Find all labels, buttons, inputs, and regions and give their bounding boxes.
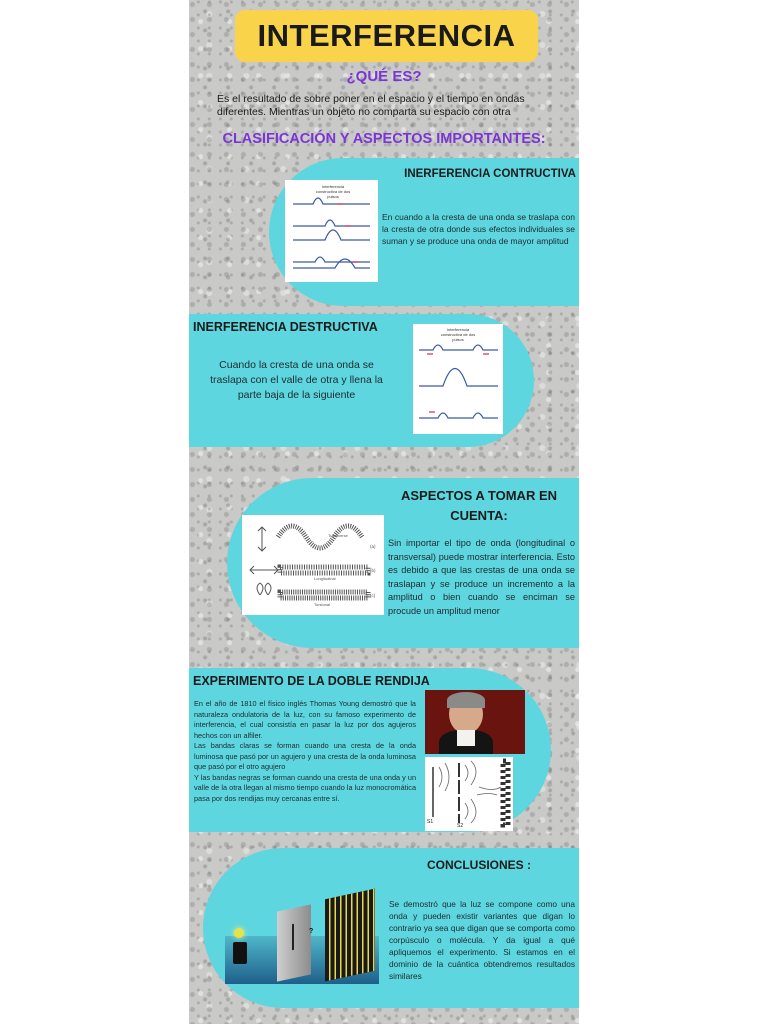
constructive-waves-diagram xyxy=(285,190,378,280)
label-b: (b) xyxy=(370,568,376,573)
conclusions-text: Se demostró que la luz se compone como una onda y pueden existir variantes que digan lo contrario ya sea que digan que se comporta como corpúsculo o molécula. Y da igual a qué apliquemos el experimento. Si estamos en el dominio de la cuántica obtendremos resultados similares xyxy=(389,899,575,981)
conclusions-heading: CONCLUSIONES : xyxy=(426,858,531,872)
wave-types-diagram xyxy=(242,515,384,615)
destructive-heading: INERFERENCIA DESTRUCTIVA xyxy=(193,320,378,334)
experiment-heading: EXPERIMENTO DE LA DOBLE RENDIJA xyxy=(193,674,430,688)
classification-heading: CLASIFICACIÓN Y ASPECTOS IMPORTANTES: xyxy=(222,131,546,147)
label-torsional: Torsional xyxy=(314,602,331,607)
constructive-text: En cuando a la cresta de una onda se traslapa con la cresta de otra donde sus efectos individuales se suman y se produce una onda de mayor amplitud xyxy=(382,212,575,246)
label-c: (c) xyxy=(370,593,376,598)
label-longitudinal: Longitudinal xyxy=(314,576,336,581)
wave-types-figure xyxy=(242,515,384,615)
label-transverse: Transverse xyxy=(328,533,348,538)
constructive-figure-title: Interferencia constructiva de dos pulsos xyxy=(315,184,351,199)
page-title: INTERFERENCIA xyxy=(257,18,516,53)
destructive-figure xyxy=(413,324,503,434)
title-banner xyxy=(235,10,538,62)
constructive-heading: INERFERENCIA CONTRUCTIVA xyxy=(404,168,576,180)
what-text: Es el resultado de sobre poner en el espacio y el tiempo en ondas diferentes. Mientras un objeto no comparta su espacio con otra xyxy=(217,93,525,118)
what-heading: ¿QUÉ ES? xyxy=(346,68,422,85)
interference-illustration: ? xyxy=(225,888,379,984)
thomas-young-portrait xyxy=(425,690,525,754)
aspects-heading: ASPECTOS A TOMAR EN CUENTA: xyxy=(400,488,558,523)
experiment-text: En el año de 1810 el físico inglés Thomas Young demostró que la naturaleza ondulatoria de la luz, con su famoso experimento de interferencia, el cual consistía en pasar la luz por dos agujeros hechos con un alfiler. Las bandas claras se forman cuando una cresta de la onda luminosa que pasó por un agujero y una cresta de la onda luminosa que pasó por el otro agujero Y las bandas negras se forman cuando una cresta de una onda y un valle de la otra llegan al mismo tiempo cuando la luz monocromática pasa por dos rendijas muy cercanas entre sí. xyxy=(194,699,416,803)
label-s2: S2 xyxy=(457,823,464,829)
double-slit-diagram xyxy=(425,757,513,831)
destructive-figure-title: Interferencia constructiva de dos pulsos xyxy=(440,327,476,342)
constructive-figure xyxy=(285,180,378,282)
label-s1: S1 xyxy=(427,819,434,825)
destructive-waves-diagram xyxy=(413,336,503,434)
aspects-text: Sin importar el tipo de onda (longitudinal o transversal) puede mostrar interferencia. Esto es debido a que las crestas de una onda se traslapan y se produce un incremento a la amplitud o bien cuando se enciman se procude un amplitud menor xyxy=(388,538,575,616)
label-a: (a) xyxy=(370,544,376,549)
infographic-poster xyxy=(189,0,579,1024)
destructive-text: Cuando la cresta de una onda se traslapa con el valle de otra y llena la parte baja de la siguiente xyxy=(210,359,383,401)
